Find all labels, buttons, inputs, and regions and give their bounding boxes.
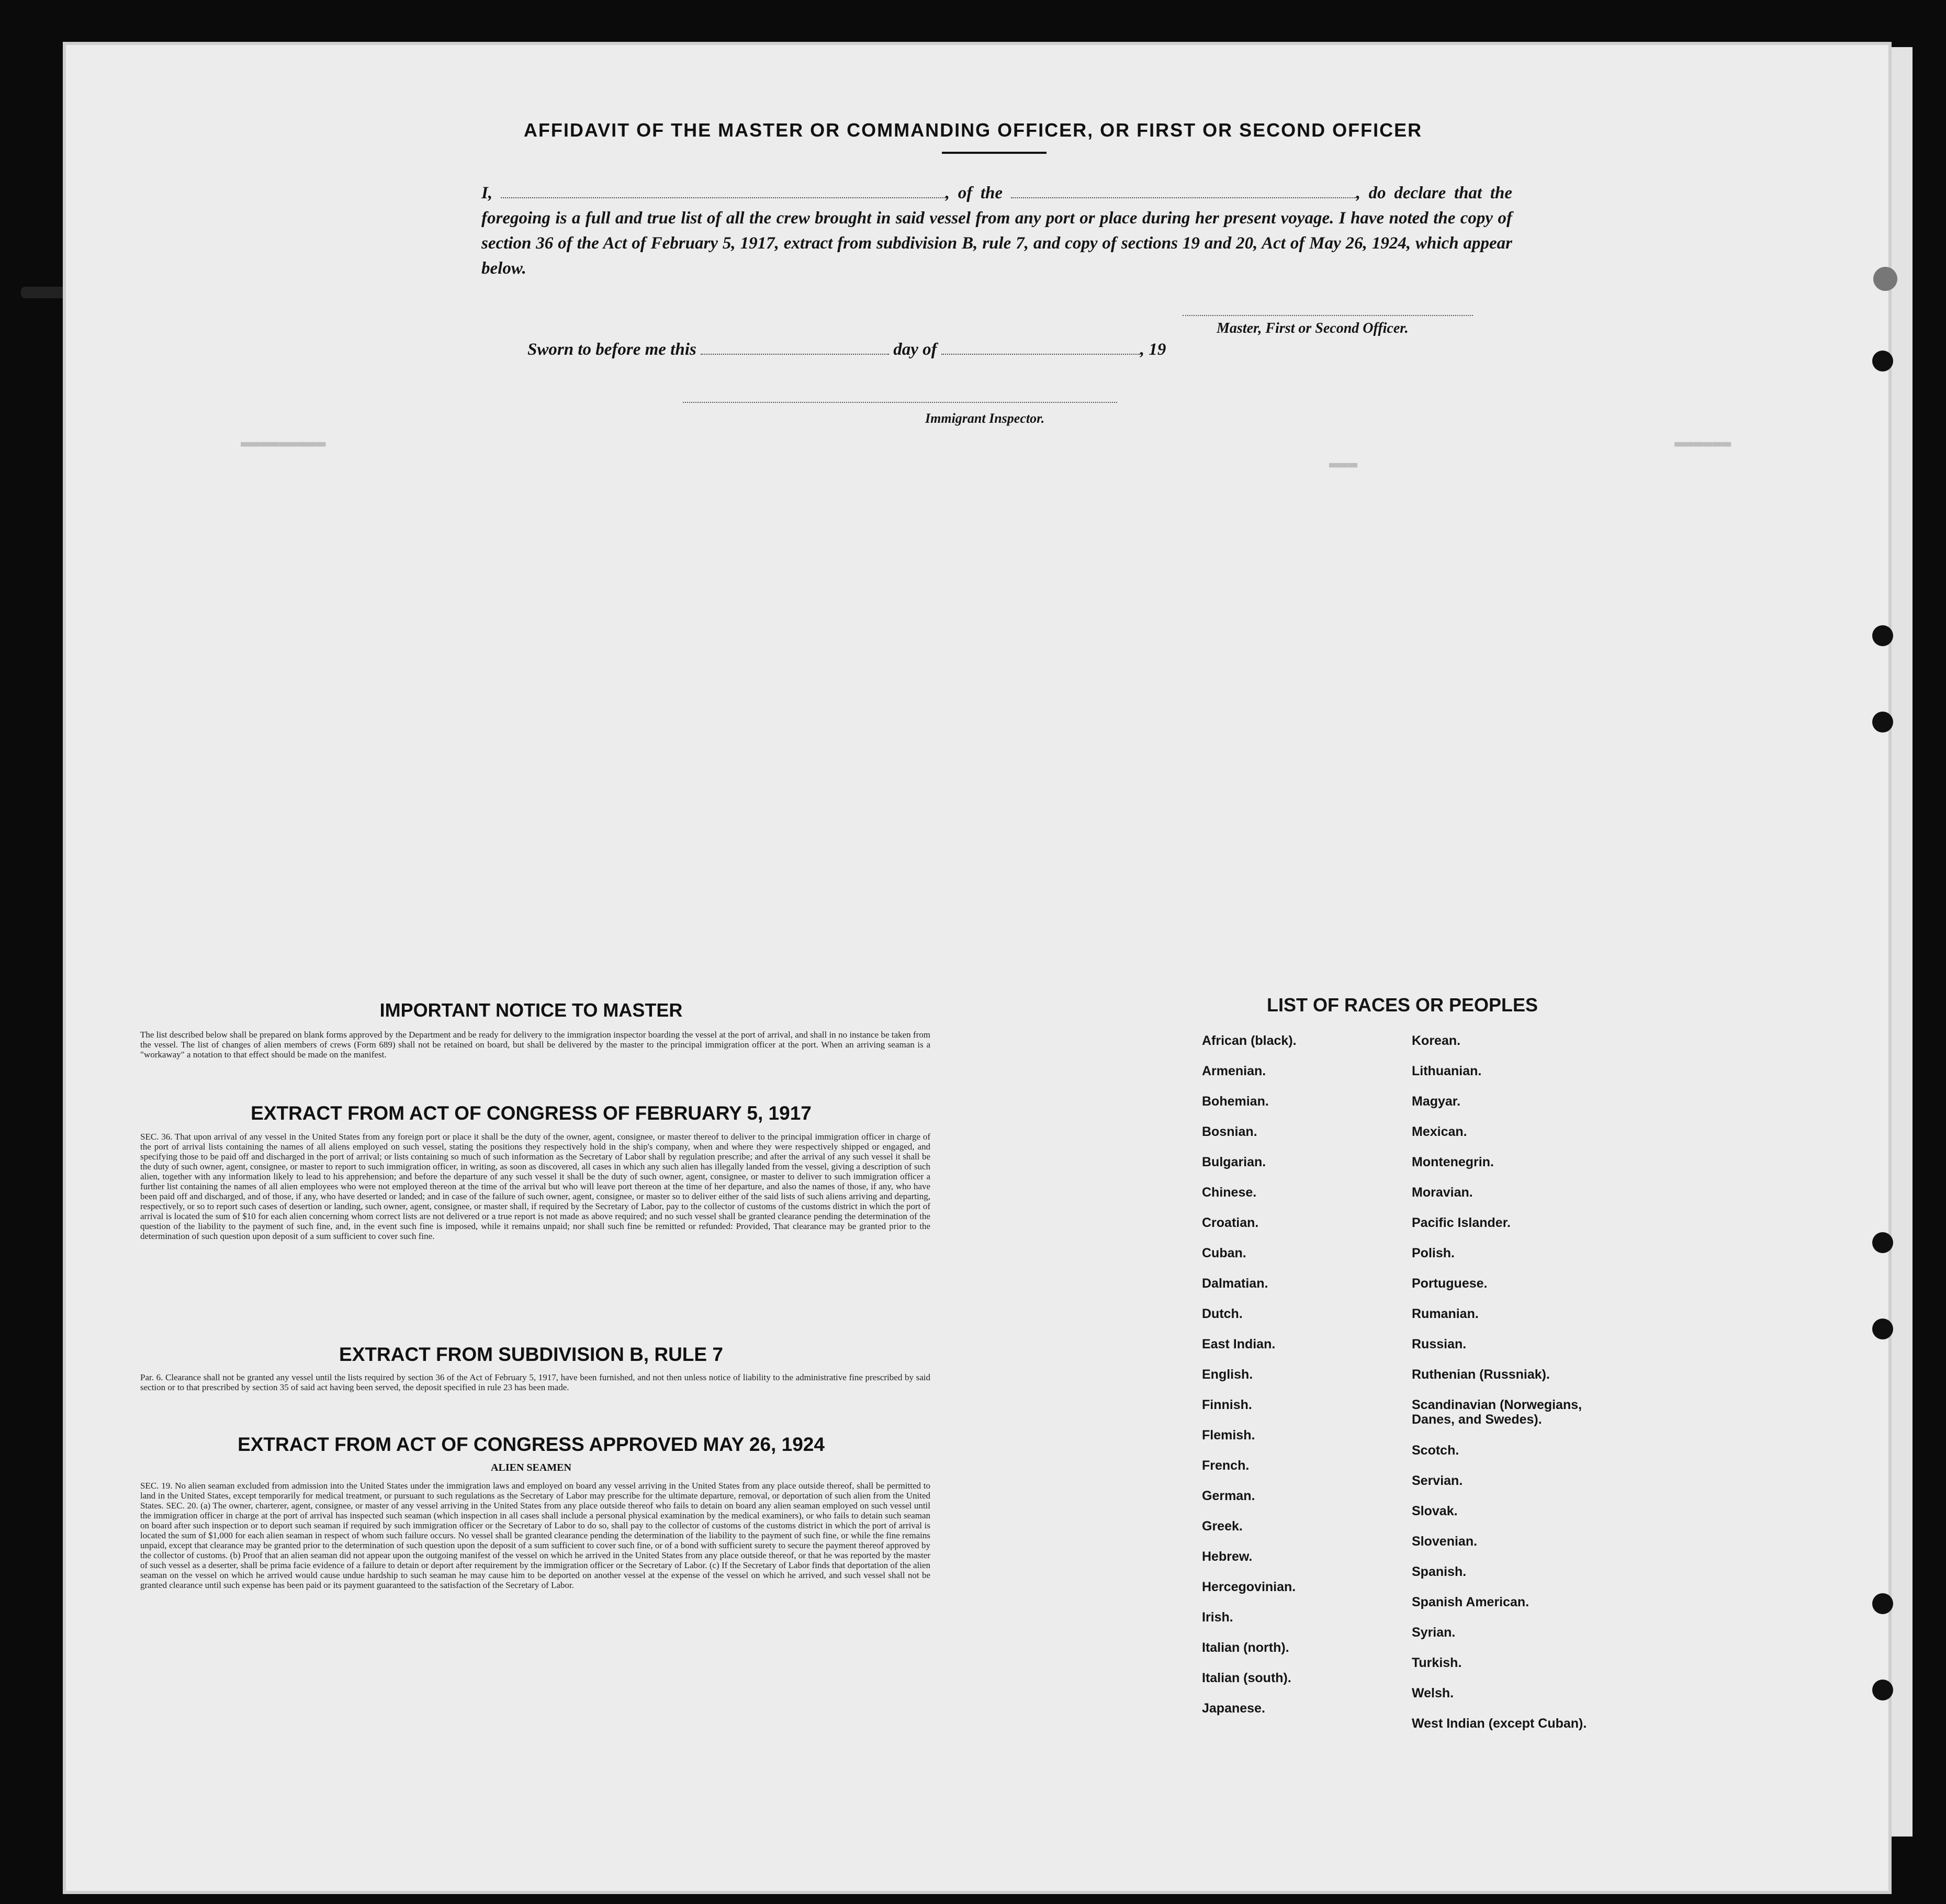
race-item: Turkish. — [1412, 1655, 1462, 1670]
rule7-title: EXTRACT FROM SUBDIVISION B, RULE 7 — [339, 1344, 723, 1365]
race-item: Dutch. — [1202, 1306, 1243, 1321]
race-item: Dalmatian. — [1202, 1276, 1268, 1291]
race-item: English. — [1202, 1367, 1253, 1382]
binder-hole — [1872, 1680, 1893, 1700]
race-item: Montenegrin. — [1412, 1155, 1494, 1169]
inspector-signature-field[interactable] — [683, 402, 1117, 403]
master-signature-field[interactable] — [1183, 315, 1473, 316]
affidavit-body — [481, 181, 1512, 281]
extract-1924-title: EXTRACT FROM ACT OF CONGRESS APPROVED MAY 26, 1924 — [238, 1434, 825, 1455]
race-item: West Indian (except Cuban). — [1412, 1716, 1587, 1731]
race-item: Polish. — [1412, 1246, 1455, 1260]
race-item: Moravian. — [1412, 1185, 1473, 1200]
extract-1924-subtitle: ALIEN SEAMEN — [491, 1462, 571, 1473]
race-item: Bohemian. — [1202, 1094, 1269, 1109]
race-item: Scandinavian (Norwegians, Danes, and Swedes). — [1412, 1398, 1582, 1427]
affidavit-statement: that the foregoing is a full and true list of all the crew brought in said vessel from any port or place during her present voyage. I have noted the copy of section 36 of the Act of February 5, 1917, extract from subdivision B, rule 7, and copy of sections 19 and 20, Act of May 26, 1924, which appear below. — [481, 184, 1513, 278]
master-name-field[interactable] — [501, 183, 946, 198]
binder-clip — [21, 287, 68, 298]
race-item: Chinese. — [1202, 1185, 1257, 1200]
race-item: Spanish American. — [1412, 1595, 1529, 1609]
races-right-column — [1412, 1033, 1605, 1747]
notice-body: The list described below shall be prepared on blank forms approved by the Department and be ready for delivery to the immigration inspector boarding the vessel at the port of arrival, and shall in no instance be taken from the vessel. The list of changes of alien members of crews (Form 689) shall not be retained on board, but shall be delivered by the master to the principal immigration officer at the port. When an arriving seaman is a "workaway" a notation to that effect should be made on the manifest. — [140, 1030, 930, 1060]
race-item: Cuban. — [1202, 1246, 1246, 1260]
race-item: Magyar. — [1412, 1094, 1461, 1109]
sworn-line — [527, 340, 1166, 359]
affidavit-i-label: I, — [481, 184, 493, 202]
notice-title: IMPORTANT NOTICE TO MASTER — [379, 999, 683, 1021]
race-item: Italian (south). — [1202, 1671, 1291, 1685]
race-item: Armenian. — [1202, 1064, 1266, 1078]
binder-hole — [1872, 1232, 1893, 1253]
race-item: African (black). — [1202, 1033, 1297, 1048]
race-item: Rumanian. — [1412, 1306, 1479, 1321]
race-item: Pacific Islander. — [1412, 1215, 1511, 1230]
affidavit-do-declare: , do declare — [1356, 184, 1446, 202]
race-item: Croatian. — [1202, 1215, 1259, 1230]
race-item: Irish. — [1202, 1610, 1233, 1625]
race-item: Slovenian. — [1412, 1534, 1478, 1549]
day-of-label: day of — [893, 340, 937, 359]
race-item: Mexican. — [1412, 1124, 1467, 1139]
race-item: Korean. — [1412, 1033, 1461, 1048]
race-item: Welsh. — [1412, 1686, 1454, 1700]
bleed-through-mark: ▬▬▬▬▬▬ — [1674, 434, 1731, 453]
binder-hole — [1872, 351, 1893, 371]
races-title: LIST OF RACES OR PEOPLES — [1266, 994, 1538, 1016]
sworn-day-field[interactable] — [701, 341, 889, 355]
binder-hole — [1873, 267, 1897, 291]
race-item: Russian. — [1412, 1337, 1467, 1351]
race-item: Japanese. — [1202, 1701, 1265, 1716]
race-item: Slovak. — [1412, 1504, 1458, 1518]
affidavit-title: AFFIDAVIT OF THE MASTER OR COMMANDING OFFICER, OR FIRST OR SECOND OFFICER — [523, 119, 1423, 141]
rule7-body: Par. 6. Clearance shall not be granted any vessel until the lists required by section 36 of the Act of February 5, 1917, have been furnished, and not then unless notice of liability to the administrative fine prescribed by said section or to that prescribed by section 35 of said act having been served, the deposit specified in rule 23 has been made. — [140, 1372, 930, 1392]
race-item: Portuguese. — [1412, 1276, 1488, 1291]
race-item: Greek. — [1202, 1519, 1243, 1534]
race-item: Lithuanian. — [1412, 1064, 1482, 1078]
race-item: Hebrew. — [1202, 1549, 1253, 1564]
extract-1924-body: SEC. 19. No alien seaman excluded from admission into the United States under the immigration laws and employed on board any vessel arriving in the United States from any place outside thereof, shall be permitted to land in the United States, except temporarily for medical treatment, or pursuant to such regulations as the Secretary of Labor may prescribe for the ultimate departure, removal, or deportation of such alien from the United States. SEC. 20. (a) The owner, charterer, agent, consignee, or master of any vessel arriving in the United States from any place outside thereof who fails to detain on board any alien seaman employed on such vessel until the immigration officer in charge at the port of arrival has inspected such seaman (which inspection in all cases shall include a personal physical examination by the medical examiners), or who fails to detain such seaman on board after such inspection or to deport such seaman if required by such immigration officer or the Secretary of Labor to do so, shall pay to the collector of customs of the customs district in which the port of arrival is located the sum of $1,000 for each alien seaman in respect of whom such failure occurs. No vessel shall be granted clearance pending the determination of the liability to the payment of such fine, or while the fine remains unpaid, except that clearance may be granted prior to the determination of such question upon the deposit of a sum sufficient to cover such fine, or of a bond with sufficient surety to secure the payment thereof approved by the collector of customs. (b) Proof that an alien seaman did not appear upon the outgoing manifest of the vessel on which he arrived in the United States from any place outside thereof, or that he was reported by the master of such vessel as a deserter, shall be prima facie evidence of a failure to detain or deport after requirement by the immigration officer or the Secretary of Labor. (c) If the Secretary of Labor finds that deportation of the alien seaman on the vessel on which he arrived would cause undue hardship to such seaman he may cause him to be deported on another vessel at the expense of the vessel on which he arrived, and such vessel shall not be granted clearance until such expense has been paid or its payment guaranteed to the satisfaction of the Secretary of Labor. — [140, 1481, 930, 1590]
races-left-column — [1202, 1033, 1401, 1731]
race-item: Syrian. — [1412, 1625, 1456, 1640]
binder-hole — [1872, 1593, 1893, 1614]
affidavit-of-the: , of the — [945, 184, 1003, 202]
inspector-label: Immigrant Inspector. — [925, 411, 1045, 426]
vessel-name-field[interactable] — [1011, 183, 1356, 198]
race-item: Flemish. — [1202, 1428, 1255, 1443]
race-item: Finnish. — [1202, 1398, 1252, 1412]
binder-hole — [1872, 1319, 1893, 1339]
year-label: , 19 — [1140, 340, 1166, 359]
title-rule — [942, 152, 1047, 154]
race-item: Scotch. — [1412, 1443, 1459, 1458]
race-item: Bosnian. — [1202, 1124, 1257, 1139]
bleed-through-mark: ▬▬▬▬▬▬▬▬▬ — [241, 434, 326, 453]
binder-hole — [1872, 712, 1893, 733]
extract-1917-body: SEC. 36. That upon arrival of any vessel in the United States from any foreign port or place it shall be the duty of the owner, agent, consignee, or master thereof to deliver to the principal immigration officer in charge of the port of arrival lists containing the names of all aliens employed on such vessel, stating the positions they respectively hold in the ship's company, when and where they were respectively shipped or engaged, and specifying those to be paid off and discharged in the port of arrival; or lists containing so much of such information as the Secretary of Labor shall by regulation prescribe; and after the arrival of any such vessel it shall be the duty of such owner, agent, consignee, or master to report to such immigration officer, in writing, as soon as discovered, all cases in which any such alien has illegally landed from the vessel, giving a description of such alien, together with any information likely to lead to his apprehension; and before the departure of any such vessel it shall be the duty of such owner, agent, consignee, or master to deliver to such immigration officer a further list containing the names of all alien employees who were not employed thereon at the time of the arrival but who will leave port thereon at the time of her departure, and also the names of those, if any, who have been paid off and discharged, and of those, if any, who have deserted or landed; and in case of the failure of such owner, agent, consignee, or master so to deliver either of the said lists of such aliens arriving and departing, respectively, or so to report such cases of desertion or landing, such owner, agent, consignee, or master shall, if required by the Secretary of Labor, pay to the collector of customs of the customs district in which the port of arrival is located the sum of $10 for each alien concerning whom correct lists are not delivered or a true report is not made as above required; and no such vessel shall be granted clearance pending the determination of the question of the liability to the payment of such fine, and, in the event such fine is imposed, while it remains unpaid; nor shall such fine be remitted or refunded: Provided, That clearance may be granted prior to the determination of such question upon deposit of a sum sufficient to cover such fine. — [140, 1132, 930, 1241]
race-item: Hercegovinian. — [1202, 1580, 1296, 1594]
sworn-label: Sworn to before me this — [527, 340, 696, 359]
race-item: Spanish. — [1412, 1564, 1467, 1579]
race-item: German. — [1202, 1489, 1255, 1503]
master-signature-label: Master, First or Second Officer. — [1217, 320, 1409, 336]
binder-hole — [1872, 625, 1893, 646]
race-item: Ruthenian (Russniak). — [1412, 1367, 1550, 1382]
race-item: Italian (north). — [1202, 1640, 1289, 1655]
race-item: East Indian. — [1202, 1337, 1276, 1351]
manifest-page — [63, 42, 1892, 1894]
race-item: French. — [1202, 1458, 1250, 1473]
sworn-month-field[interactable] — [941, 341, 1140, 355]
bleed-through-mark: ▬▬▬ — [1329, 455, 1358, 474]
extract-1917-title: EXTRACT FROM ACT OF CONGRESS OF FEBRUARY 5, 1917 — [251, 1102, 812, 1124]
race-item: Bulgarian. — [1202, 1155, 1266, 1169]
race-item: Servian. — [1412, 1473, 1463, 1488]
